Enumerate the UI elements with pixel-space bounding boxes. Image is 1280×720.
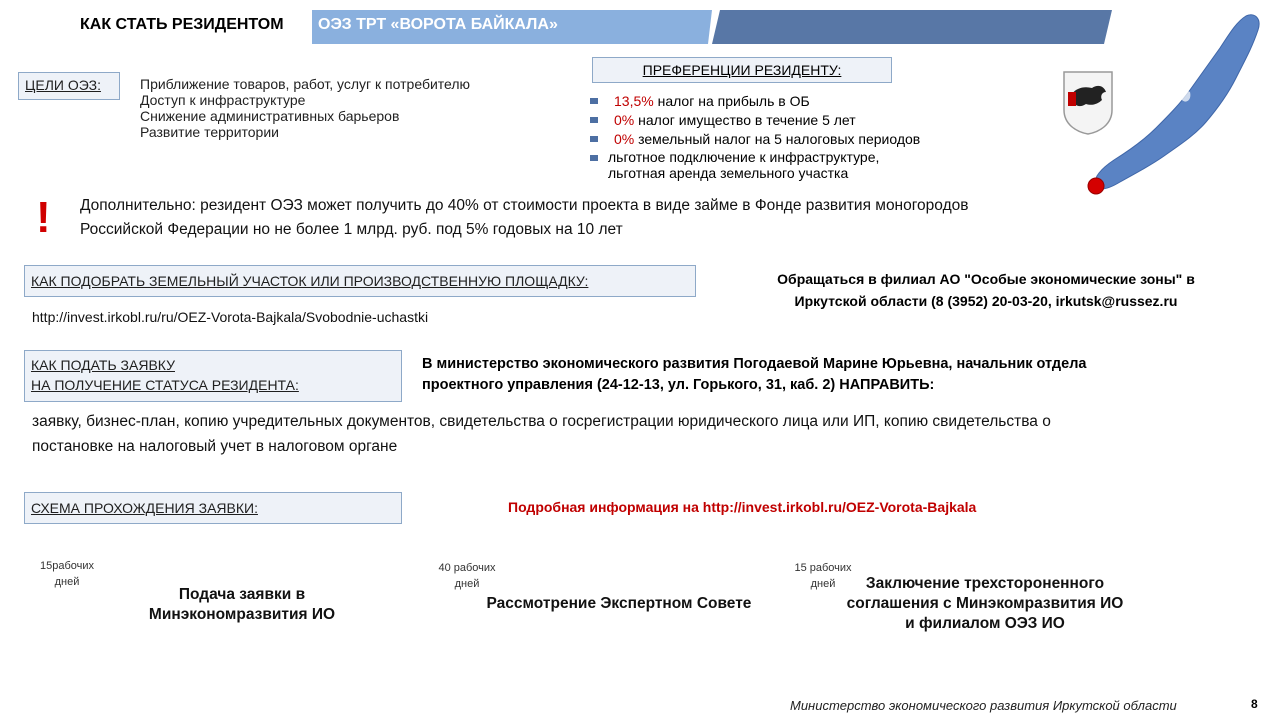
preference-continuation: льготная аренда земельного участка [608,165,849,181]
goal-item: Снижение административных барьеров [140,108,400,124]
goal-item: Приближение товаров, работ, услуг к потребителю [140,76,471,92]
step-1 [122,585,362,625]
application-label-box [24,350,402,402]
goals-label-box [18,72,120,100]
step-text-line: Подача заявки в [178,586,306,603]
application-label: НА ПОЛУЧЕНИЕ СТАТУСА РЕЗИДЕНТА: [31,377,299,393]
more-info-link[interactable]: Подробная информация на http://invest.irkobl.ru/OEZ-Vorota-Bajkala [508,499,977,515]
header-prefix: КАК СТАТЬ РЕЗИДЕНТОМ [80,16,284,33]
additional-line: Дополнительно: резидент ОЭЗ может получить до 40% от стоимости проекта в виде займе в Фонде развития моногородов [80,197,969,214]
step-3 [812,574,1158,634]
documents-line: постановке на налоговый учет в налоговом органе [32,438,398,455]
land-label-box [24,265,696,297]
step-days-line: дней [810,578,836,590]
preference-text: льготное подключение к инфраструктуре, [608,149,880,165]
application-ministry [422,354,1086,396]
goals-list [140,76,470,140]
page-number: 8 [1251,697,1258,711]
application-documents [32,409,1051,459]
scheme-label: СХЕМА ПРОХОЖДЕНИЯ ЗАЯВКИ: [31,500,258,516]
step-days [428,560,506,592]
step-days-line: дней [54,576,80,588]
preference-item [590,149,920,181]
step-text-line: и филиалом ОЭЗ ИО [905,615,1065,632]
step-text-line: Минэкономразвития ИО [148,606,336,623]
preferences-list [590,92,920,181]
goal-item: Развитие территории [140,124,279,140]
bullet-icon [590,98,598,104]
ministry-line: проектного управления (24-12-13, ул. Горького, 31, каб. 2) НАПРАВИТЬ: [422,377,935,393]
land-url-link[interactable]: http://invest.irkobl.ru/ru/OEZ-Vorota-Bajkala/Svobodnie-uchastki [32,309,429,325]
step-days-line: 15 рабочих [794,562,852,574]
land-label: КАК ПОДОБРАТЬ ЗЕМЕЛЬНЫЙ УЧАСТОК ИЛИ ПРОИЗВОДСТВЕННУЮ ПЛОЩАДКУ: [31,273,589,289]
ministry-line: В министерство экономического развития Погодаевой Марине Юрьевна, начальник отдела [422,356,1087,372]
preference-item [590,130,920,149]
preference-text: налог имущество в течение 5 лет [634,112,856,128]
documents-line: заявку, бизнес-план, копию учредительных документов, свидетельства о госрегистрации юридического лица или ИП, копию свидетельства о [32,413,1051,430]
land-contact [748,268,1224,312]
additional-info [80,194,968,242]
preferences-title: ПРЕФЕРЕНЦИИ РЕЗИДЕНТУ: [642,62,842,78]
exclamation-icon: ! [36,193,51,242]
preference-highlight: 13,5% [614,93,654,109]
bullet-icon [590,155,598,161]
preference-item [590,111,920,130]
footer-ministry: Министерство экономического развития Иркутской области [790,698,1177,713]
goals-label: ЦЕЛИ ОЭЗ: [25,77,101,93]
step-2 [460,594,778,614]
scheme-label-box [24,492,402,524]
step-days-line: 40 рабочих [438,562,496,574]
goal-item: Доступ к инфраструктуре [140,92,306,108]
step-text-line: Заключение трехстороненного [865,575,1105,592]
bullet-icon [590,117,598,123]
preference-text: налог на прибыль в ОБ [653,93,810,109]
land-contact-line: Иркутской области (8 (3952) 20-03-20, irkutsk@russez.ru [794,293,1178,309]
step-days [28,558,106,590]
bullet-icon [590,136,598,142]
step-text-line: Рассмотрение Экспертном Совете [486,595,752,612]
step-text-line: соглашения с Минэкомразвития ИО [846,595,1124,612]
step-days-line: дней [454,578,480,590]
preference-text: земельный налог на 5 налоговых периодов [634,131,921,147]
preference-highlight: 0% [614,112,635,128]
preference-highlight: 0% [614,131,635,147]
coat-of-arms-icon [1062,70,1114,136]
application-label: КАК ПОДАТЬ ЗАЯВКУ [31,357,175,373]
page-title: ОЭЗ ТРТ «ВОРОТА БАЙКАЛА» [318,16,558,33]
additional-line: Российской Федерации но не более 1 млрд. руб. под 5% годовых на 10 лет [80,221,623,238]
preferences-title-box [592,57,892,83]
land-contact-line: Обращаться в филиал АО "Особые экономические зоны" в [777,271,1195,287]
preference-item [590,92,920,111]
step-days-line: 15рабочих [39,560,95,572]
